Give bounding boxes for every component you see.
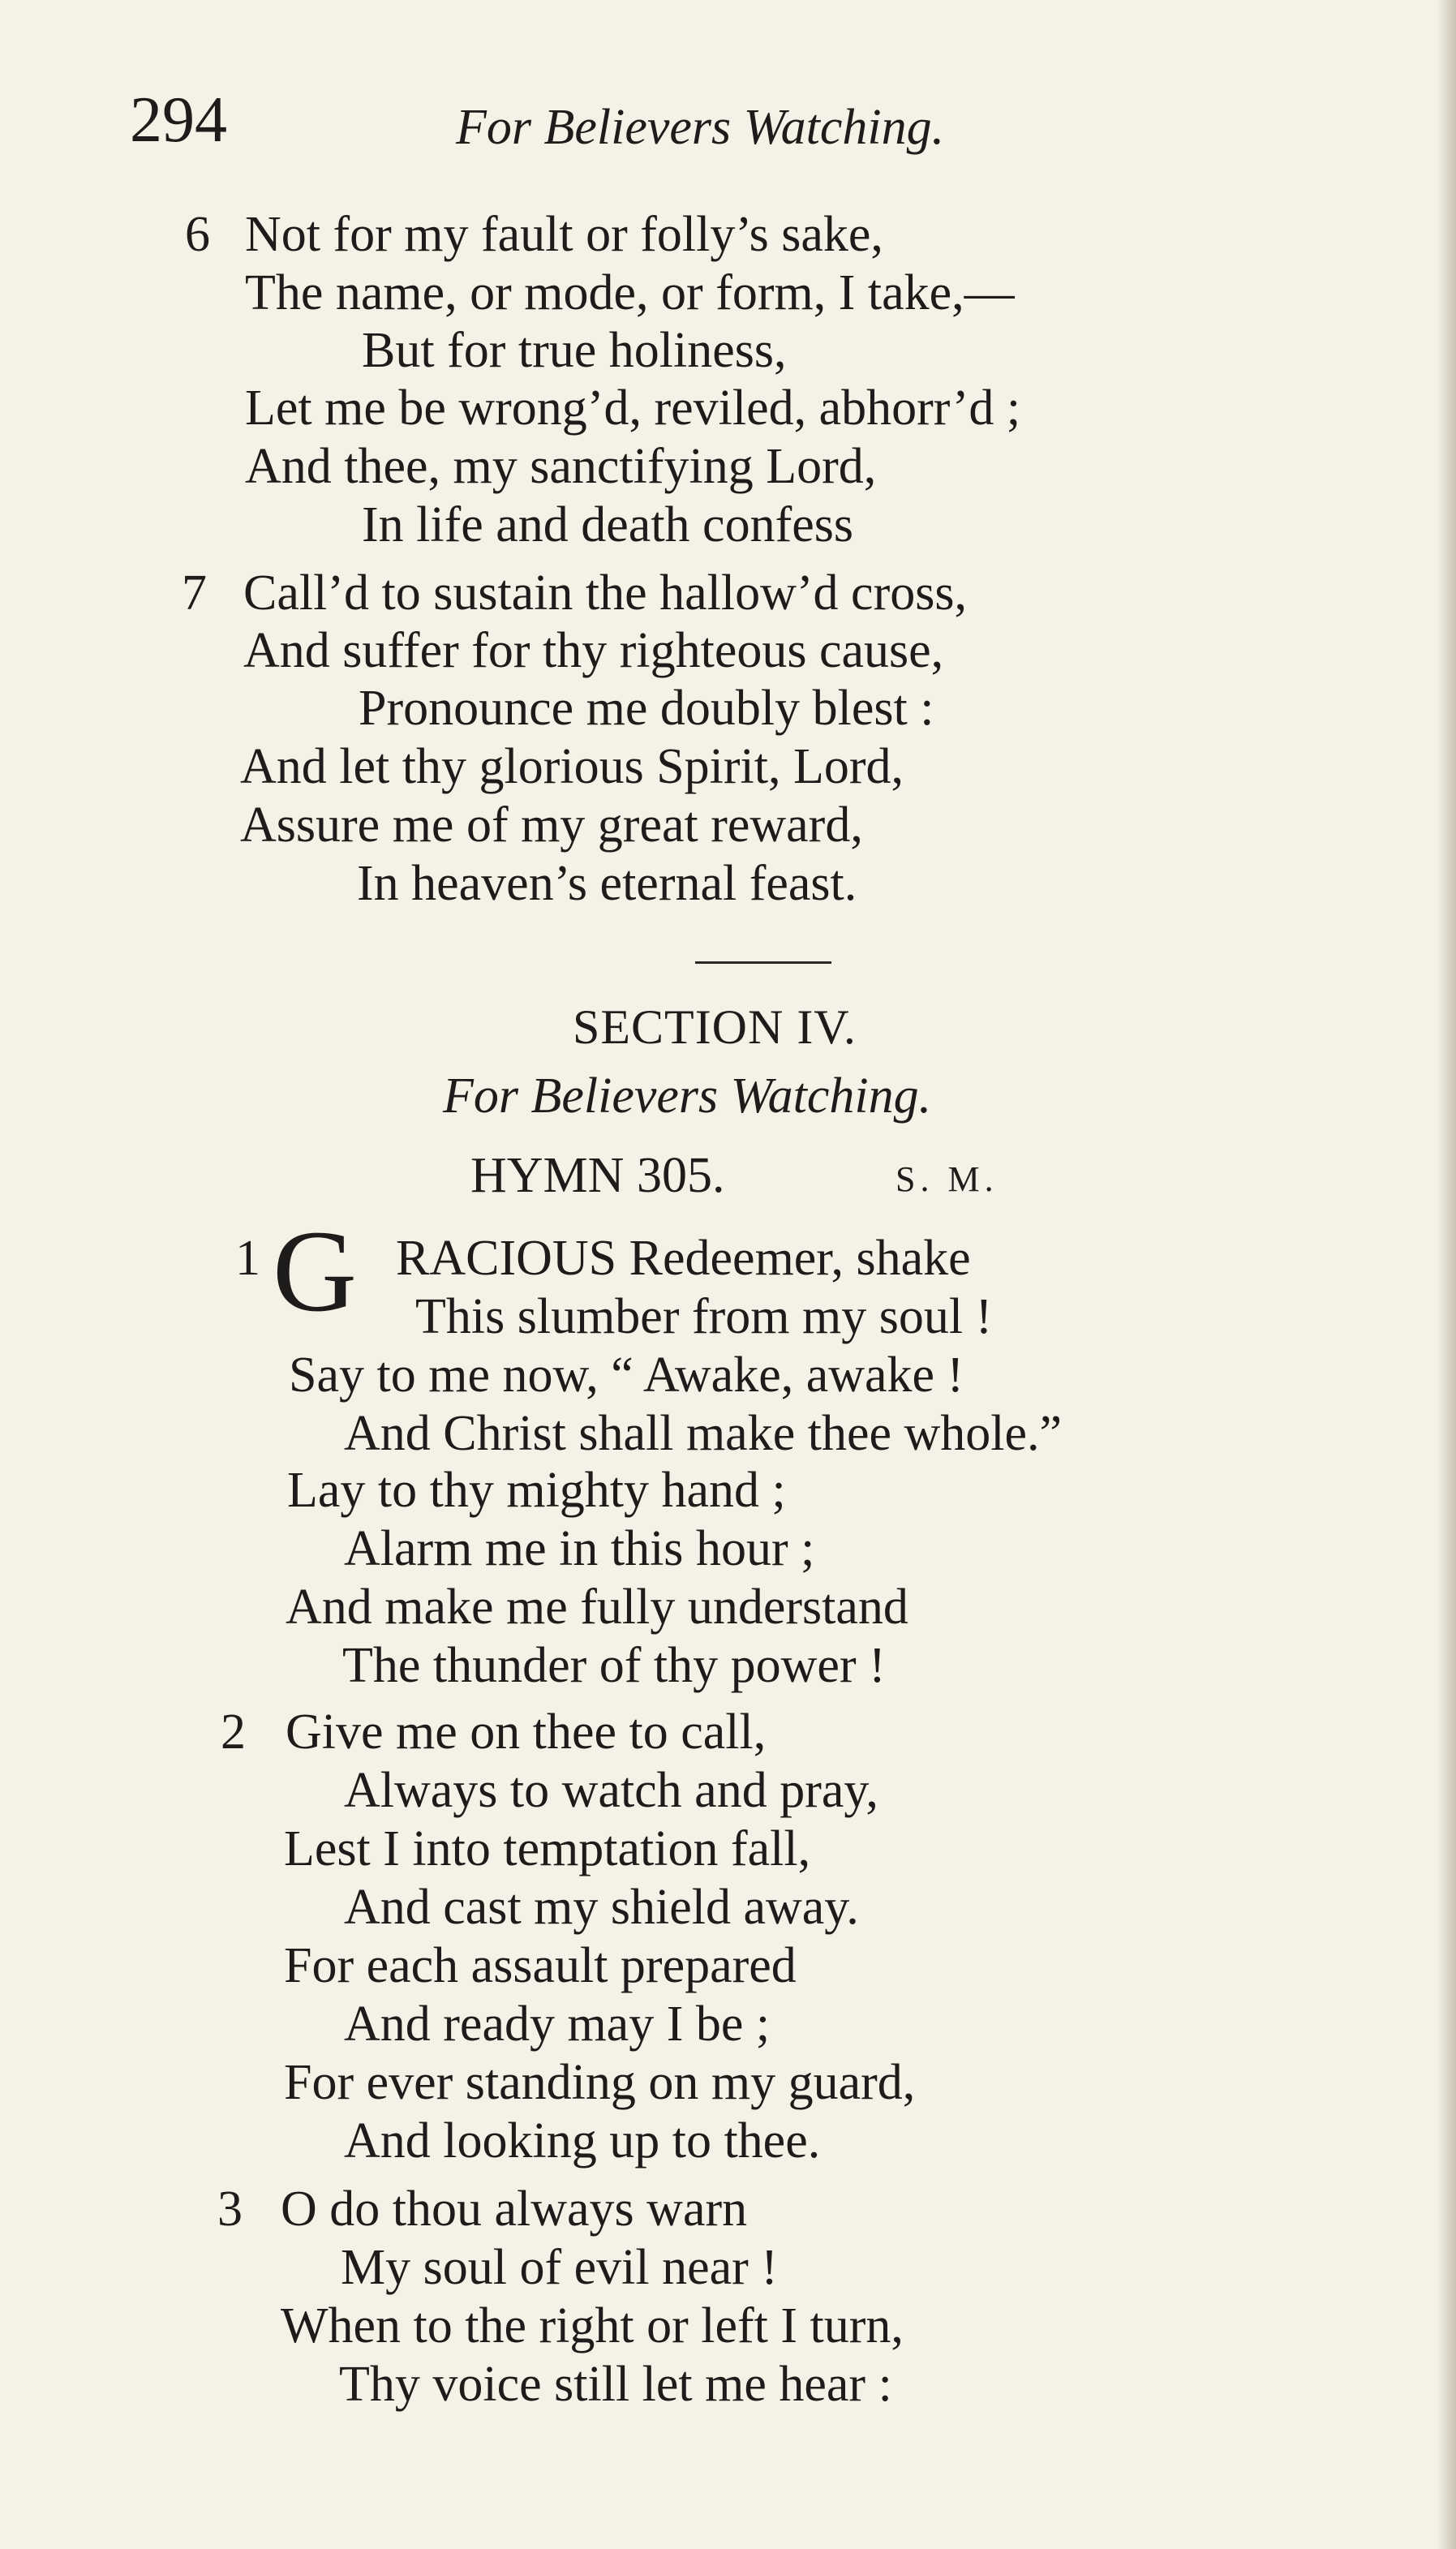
verse-line: In heaven’s eternal feast. bbox=[357, 856, 857, 911]
stanza-number: 3 bbox=[217, 2181, 243, 2237]
verse-line: When to the right or left I turn, bbox=[281, 2298, 904, 2353]
verse-line: Let me be wrong’d, reviled, abhorr’d ; bbox=[245, 380, 1021, 436]
verse-line: RACIOUS Redeemer, shake bbox=[396, 1231, 971, 1286]
hymn-meter: S. M. bbox=[896, 1159, 999, 1199]
verse-line: Always to watch and pray, bbox=[344, 1763, 878, 1818]
running-title: For Believers Watching. bbox=[456, 100, 945, 155]
section-subheading: For Believers Watching. bbox=[443, 1068, 932, 1124]
verse-line: Lay to thy mighty hand ; bbox=[287, 1463, 786, 1518]
drop-cap: G bbox=[273, 1207, 357, 1336]
verse-line: And looking up to thee. bbox=[344, 2113, 821, 2169]
stanza-number: 6 bbox=[185, 207, 210, 262]
verse-line: Assure me of my great reward, bbox=[240, 797, 863, 853]
verse-line: And let thy glorious Spirit, Lord, bbox=[240, 739, 904, 794]
verse-line: This slumber from my soul ! bbox=[415, 1289, 993, 1344]
verse-line: Thy voice still let me hear : bbox=[339, 2357, 892, 2412]
verse-line: Say to me now, “ Awake, awake ! bbox=[289, 1348, 964, 1403]
verse-line: And make me fully understand bbox=[286, 1580, 908, 1635]
verse-line: And thee, my sanctifying Lord, bbox=[245, 439, 877, 494]
verse-line: Lest I into temptation fall, bbox=[284, 1821, 811, 1876]
stanza-number: 1 bbox=[235, 1231, 260, 1286]
verse-line: And cast my shield away. bbox=[344, 1880, 859, 1935]
section-heading: SECTION IV. bbox=[573, 1000, 857, 1054]
verse-line: O do thou always warn bbox=[281, 2181, 748, 2237]
verse-line: The name, or mode, or form, I take,— bbox=[245, 265, 1015, 320]
page-number: 294 bbox=[130, 84, 227, 156]
verse-line: Give me on thee to call, bbox=[286, 1704, 767, 1760]
verse-line: For each assault prepared bbox=[284, 1938, 797, 1993]
verse-line: And ready may I be ; bbox=[344, 1997, 771, 2052]
section-divider bbox=[695, 961, 831, 964]
verse-line: Call’d to sustain the hallow’d cross, bbox=[243, 565, 967, 621]
verse-line: And Christ shall make thee whole.” bbox=[344, 1406, 1063, 1461]
verse-line: Not for my fault or folly’s sake, bbox=[245, 207, 883, 262]
verse-line: The thunder of thy power ! bbox=[342, 1638, 886, 1693]
verse-line: And suffer for thy righteous cause, bbox=[243, 623, 944, 678]
page-edge-shadow bbox=[1437, 0, 1456, 2549]
hymn-title: HYMN 305. bbox=[470, 1148, 725, 1203]
verse-line: In life and death confess bbox=[362, 497, 853, 552]
verse-line: But for true holiness, bbox=[362, 323, 787, 378]
stanza-number: 2 bbox=[221, 1704, 246, 1760]
stanza-number: 7 bbox=[182, 565, 207, 621]
verse-line: Pronounce me doubly blest : bbox=[359, 681, 934, 736]
verse-line: My soul of evil near ! bbox=[341, 2240, 778, 2295]
verse-line: For ever standing on my guard, bbox=[284, 2055, 916, 2110]
verse-line: Alarm me in this hour ; bbox=[344, 1521, 815, 1576]
